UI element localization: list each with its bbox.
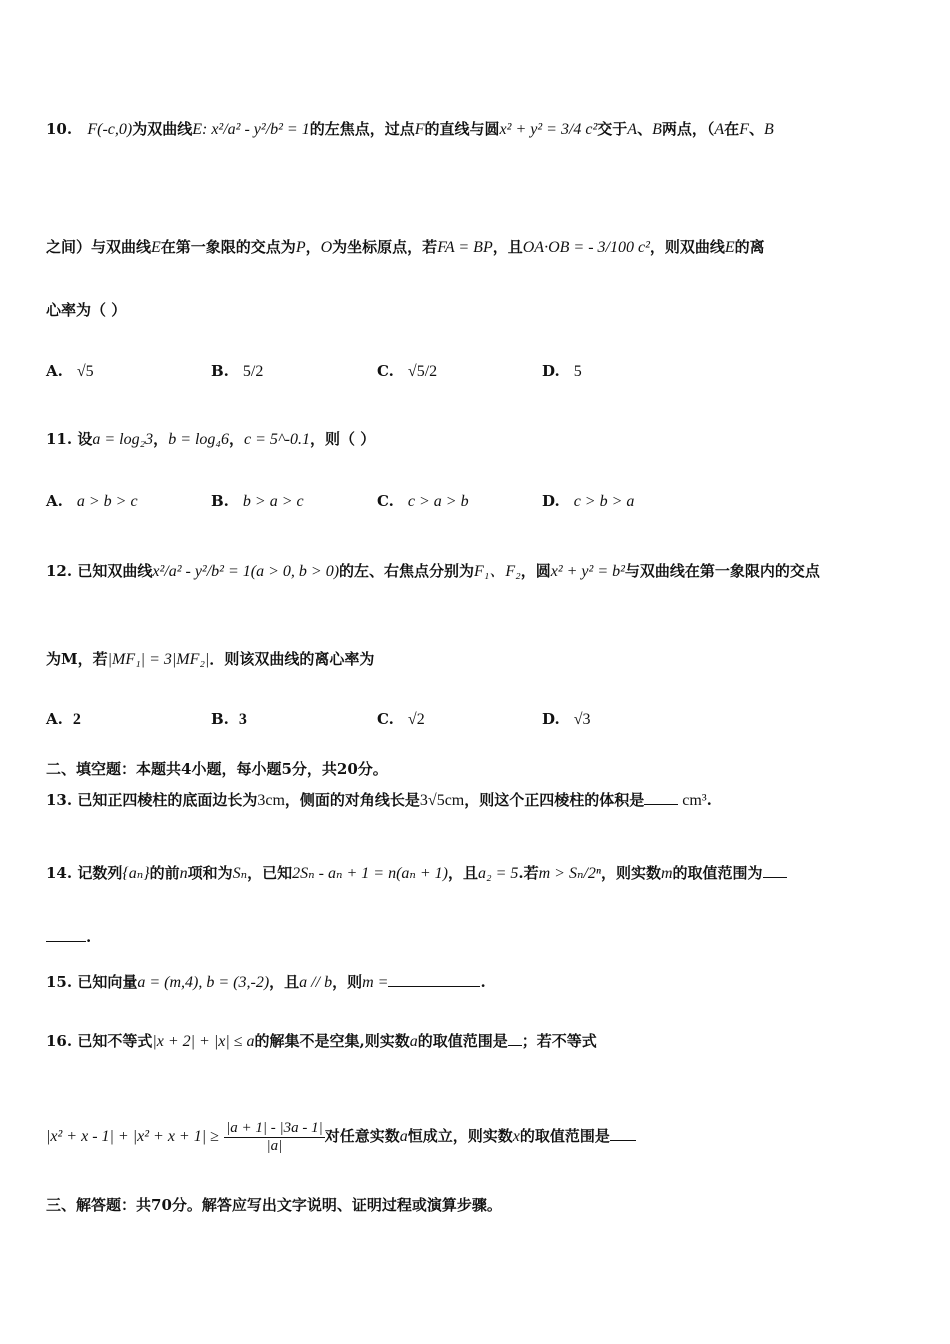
q16-a-2: a xyxy=(399,1128,408,1145)
q14-a2: a₂ = 5 xyxy=(478,865,519,882)
q10-text-1: 为双曲线 xyxy=(132,120,193,138)
q14-text-1: 记数列 xyxy=(77,864,123,882)
q12-option-a-value: 2 xyxy=(72,711,81,728)
q10-E: E xyxy=(151,239,161,256)
q11-text-2: ，则（ ） xyxy=(310,430,376,448)
q15-number: 15. xyxy=(46,973,73,991)
q13-answer-blank[interactable] xyxy=(644,804,678,805)
q14-Sn: Sₙ xyxy=(232,865,248,882)
q12-option-d-value: √3 xyxy=(573,711,591,728)
q10-option-d[interactable] xyxy=(542,362,582,381)
q11-option-c-value: c > a > b xyxy=(407,493,469,510)
q15-text-2: ，且 xyxy=(269,973,300,991)
q13-period: . xyxy=(706,791,712,809)
q11-option-b[interactable] xyxy=(211,492,304,511)
q13-unit: cm³ xyxy=(682,792,707,809)
q10-line2-text-4: 为坐标原点，若 xyxy=(332,238,438,256)
q10-option-a[interactable] xyxy=(46,362,94,381)
q16-text-5: 对任意实数 xyxy=(324,1127,400,1145)
q10-option-a-label: A. xyxy=(46,362,63,380)
q12-option-c-value: √2 xyxy=(407,711,425,728)
q10-B-2: B xyxy=(763,121,774,138)
q10-focus: F(-c,0) xyxy=(87,121,133,138)
q10-cond1: FA = BP xyxy=(437,239,493,256)
q12-option-c[interactable] xyxy=(377,710,425,729)
q15-text-3: ，则 xyxy=(332,973,363,991)
q16-text-6: 恒成立，则实数 xyxy=(407,1127,513,1145)
q12-equation: x²/a² - y²/b² = 1(a > 0, b > 0) xyxy=(152,563,340,580)
q15-vectors: a = (m,4), b = (3,-2) xyxy=(137,974,270,991)
section-3-heading: 三、解答题：共70分。解答应写出文字说明、证明过程或演算步骤。 xyxy=(46,1196,502,1214)
q14-text-3: 项和为 xyxy=(187,864,233,882)
q14-period: . xyxy=(86,928,92,946)
q14-n: n xyxy=(179,865,188,882)
q10-A-2: A xyxy=(714,121,725,138)
q10-option-c-label: C. xyxy=(377,362,394,380)
q16-answer-blank-2[interactable] xyxy=(610,1140,636,1141)
q14-inequality: m > Sₙ/2ⁿ xyxy=(538,865,601,882)
q16-fraction xyxy=(224,1120,325,1154)
q11-option-c[interactable] xyxy=(377,492,469,511)
q11-c: c = 5^-0.1 xyxy=(244,431,310,448)
q12-option-d[interactable] xyxy=(542,710,590,729)
q10-option-d-value: 5 xyxy=(573,363,582,380)
q14-relation: 2Sₙ - aₙ + 1 = n(aₙ + 1) xyxy=(292,865,448,882)
q16-text-3: 的取值范围是 xyxy=(417,1032,508,1050)
q13-line xyxy=(46,793,712,809)
q10-line1 xyxy=(46,122,774,138)
q11-a: a = log₂3 xyxy=(92,431,154,448)
q10-line3: 心率为（ ） xyxy=(46,301,127,319)
q14-answer-blank-1[interactable] xyxy=(763,877,787,878)
q10-line2-text-2: 在第一象限的交点为 xyxy=(160,238,296,256)
q10-line2-text-7: 的离 xyxy=(734,238,765,256)
q12-option-a[interactable] xyxy=(46,710,81,729)
q11-option-a[interactable] xyxy=(46,492,138,511)
q15-text-1: 已知向量 xyxy=(77,973,138,991)
q10-circle: x² + y² = 3/4 c² xyxy=(499,121,598,138)
q13-number: 13. xyxy=(46,791,73,809)
q10-line2-text-1: 之间）与双曲线 xyxy=(46,238,152,256)
q10-F-2: F xyxy=(739,121,749,138)
q10-E-2: E xyxy=(724,239,735,256)
q12-line2-text-1: 为M，若 xyxy=(46,650,108,668)
q12-option-b[interactable] xyxy=(211,710,247,729)
q11-option-a-label: A. xyxy=(46,492,63,510)
q14-text-8: 的取值范围为 xyxy=(672,864,763,882)
q11-option-c-label: C. xyxy=(377,492,394,510)
q10-text-6: 在 xyxy=(724,120,740,138)
q12-option-d-label: D. xyxy=(542,710,560,728)
q10-line2-text-5: ，且 xyxy=(492,238,523,256)
q11-option-a-value: a > b > c xyxy=(76,493,138,510)
q12-text-3: ，圆 xyxy=(520,562,551,580)
q15-answer-blank[interactable] xyxy=(388,986,480,987)
q16-line1 xyxy=(46,1034,597,1050)
q10-option-a-value: √5 xyxy=(76,363,94,380)
q14-text-7: ，则实数 xyxy=(600,864,661,882)
q13-edge: 3cm xyxy=(257,792,285,809)
q15-parallel: a // b xyxy=(299,974,333,991)
q12-line2-text-2: ．则该双曲线的离心率为 xyxy=(209,650,375,668)
q14-text-6: .若 xyxy=(518,864,539,882)
q16-a: a xyxy=(409,1033,418,1050)
q10-P: P xyxy=(295,239,306,256)
q10-option-b-label: B. xyxy=(211,362,229,380)
q16-x: x xyxy=(512,1128,520,1145)
q12-circle: x² + y² = b² xyxy=(550,563,625,580)
q10-cond2: OA·OB = - 3/100 c² xyxy=(522,239,650,256)
q10-F: F xyxy=(414,121,425,138)
q16-line2 xyxy=(46,1120,636,1154)
q12-option-b-value: 3 xyxy=(238,711,247,728)
q15-ask: m = xyxy=(362,974,389,991)
q10-text-3: 的直线与圆 xyxy=(424,120,500,138)
q10-line2-text-6: ，则双曲线 xyxy=(649,238,725,256)
q10-option-b[interactable] xyxy=(211,362,263,381)
q14-text-2: 的前 xyxy=(149,864,180,882)
q10-text-2: 的左焦点，过点 xyxy=(309,120,415,138)
q12-text-4: 与双曲线在第一象限内的交点 xyxy=(624,562,820,580)
q14-sequence: {aₙ} xyxy=(122,865,150,882)
q10-number: 10. xyxy=(46,120,73,138)
q13-text-3: ，则这个正四棱柱的体积是 xyxy=(464,791,645,809)
q13-diagonal: 3√5cm xyxy=(419,792,465,809)
q16-fraction-numerator: |a + 1| - |3a - 1| xyxy=(226,1120,323,1136)
q16-answer-blank-1[interactable] xyxy=(508,1045,522,1046)
q14-text-5: ，且 xyxy=(448,864,479,882)
q12-option-b-label: B. xyxy=(211,710,229,728)
q15-line xyxy=(46,975,486,991)
q14-text-4: ，已知 xyxy=(247,864,293,882)
q11-option-d[interactable] xyxy=(542,492,634,511)
q12-text-2: 的左、右焦点分别为 xyxy=(339,562,475,580)
q16-inequality-1: |x + 2| + |x| ≤ a xyxy=(152,1033,255,1050)
q14-line1 xyxy=(46,866,787,882)
q10-line2-text-3: ， xyxy=(305,238,321,256)
q11-option-d-label: D. xyxy=(542,492,560,510)
q12-condition: |MF₁| = 3|MF₂| xyxy=(107,651,210,668)
q16-fraction-denominator: |a| xyxy=(266,1137,283,1154)
q16-text-2: 的解集不是空集,则实数 xyxy=(254,1032,410,1050)
q10-option-d-label: D. xyxy=(542,362,560,380)
q11-option-b-value: b > a > c xyxy=(242,493,304,510)
q11-text-1: 设 xyxy=(77,430,93,448)
q14-m: m xyxy=(660,865,673,882)
q10-B: B xyxy=(652,121,662,138)
q12-foci: F₁、F₂ xyxy=(474,563,521,580)
q10-sep: 、 xyxy=(637,120,653,138)
q16-number: 16. xyxy=(46,1032,73,1050)
q10-A: A xyxy=(627,121,638,138)
q13-text-2: ，侧面的对角线长是 xyxy=(284,791,420,809)
q16-text-7: 的取值范围是 xyxy=(519,1127,610,1145)
q16-text-4: ；若不等式 xyxy=(521,1032,597,1050)
q11-option-d-value: c > b > a xyxy=(573,493,635,510)
q12-text-1: 已知双曲线 xyxy=(77,562,153,580)
q16-text-1: 已知不等式 xyxy=(77,1032,153,1050)
q13-text-1: 已知正四棱柱的底面边长为 xyxy=(77,791,258,809)
q11-line1: 11. 设a = log₂3，b = log₄6，c = 5^-0.1，则（ ） xyxy=(46,430,376,448)
q12-number: 12. xyxy=(46,562,73,580)
q16-inequality-2-left: |x² + x - 1| + |x² + x + 1| ≥ xyxy=(46,1128,219,1145)
q15-period: . xyxy=(480,973,486,991)
q14-number: 14. xyxy=(46,864,73,882)
q12-option-c-label: C. xyxy=(377,710,394,728)
section-2-heading: 二、填空题：本题共4小题，每小题5分，共20分。 xyxy=(46,760,388,778)
q10-option-c[interactable] xyxy=(377,362,437,381)
q10-option-b-value: 5/2 xyxy=(242,363,264,380)
q12-line2 xyxy=(46,652,374,668)
q10-text-5: 两点，（ xyxy=(661,120,715,138)
q11-number: 11. xyxy=(46,430,73,448)
q10-O: O xyxy=(320,239,333,256)
q11-option-b-label: B. xyxy=(211,492,229,510)
q10-line2 xyxy=(46,240,765,256)
q14-line2 xyxy=(46,930,91,945)
q14-answer-blank-2[interactable] xyxy=(46,941,86,942)
q10-option-c-value: √5/2 xyxy=(407,363,438,380)
q11-b: b = log₄6 xyxy=(168,431,229,448)
q12-line1 xyxy=(46,564,820,580)
q10-text-4: 交于 xyxy=(597,120,628,138)
q10-sep-2: 、 xyxy=(748,120,764,138)
q12-option-a-label: A. xyxy=(46,710,63,728)
q10-curve: E: x²/a² - y²/b² = 1 xyxy=(192,121,310,138)
